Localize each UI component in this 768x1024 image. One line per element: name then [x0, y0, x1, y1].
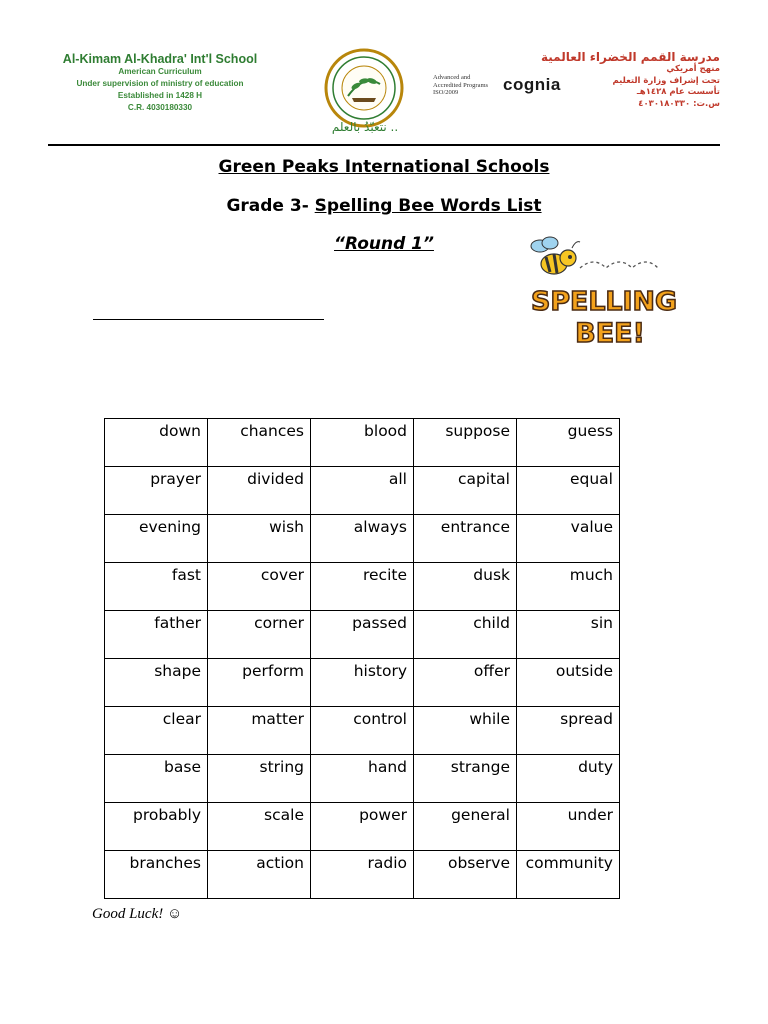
word-cell: corner — [208, 611, 311, 659]
header-line-ar: س.ت: ٤٠٣٠١٨٠٣٣٠ — [638, 98, 720, 109]
cognia-logo: cognia — [503, 75, 561, 94]
word-cell: control — [311, 707, 414, 755]
word-cell: fast — [105, 563, 208, 611]
table-row — [105, 803, 620, 851]
graphic-word-spelling: SPELLING — [531, 287, 677, 317]
word-cell: shape — [105, 659, 208, 707]
list-name: Spelling Bee Words List — [314, 196, 542, 216]
school-header-en — [40, 52, 280, 114]
school-name-ar: مدرسة القمم الخضراء العالمية — [540, 50, 720, 64]
word-cell: prayer — [105, 467, 208, 515]
table-row — [105, 611, 620, 659]
word-cell: recite — [311, 563, 414, 611]
table-row — [105, 851, 620, 899]
word-cell: scale — [208, 803, 311, 851]
spelling-bee-graphic — [524, 234, 684, 350]
word-cell: base — [105, 755, 208, 803]
round-label: “Round 1” — [334, 234, 434, 254]
word-cell: power — [311, 803, 414, 851]
table-row — [105, 467, 620, 515]
word-cell: perform — [208, 659, 311, 707]
header-line-ar: تحت إشراف وزارة التعليم — [612, 75, 720, 86]
word-cell: string — [208, 755, 311, 803]
word-cell: while — [414, 707, 517, 755]
word-cell: equal — [517, 467, 620, 515]
header-divider — [48, 144, 720, 146]
school-motto: نتعبّدُ بالعلم .. — [331, 120, 399, 134]
word-cell: much — [517, 563, 620, 611]
word-cell: passed — [311, 611, 414, 659]
header-line-en: American Curriculum — [118, 67, 202, 76]
table-row — [105, 755, 620, 803]
bee-icon — [531, 237, 580, 274]
word-cell: under — [517, 803, 620, 851]
word-cell: action — [208, 851, 311, 899]
word-cell: down — [105, 419, 208, 467]
word-cell: branches — [105, 851, 208, 899]
word-cell: chances — [208, 419, 311, 467]
word-cell: hand — [311, 755, 414, 803]
word-cell: all — [311, 467, 414, 515]
table-row — [105, 659, 620, 707]
word-cell: community — [517, 851, 620, 899]
header-line-en: Under supervision of ministry of education — [76, 79, 244, 88]
header-line-en: C.R. 4030180330 — [127, 103, 193, 112]
word-cell: history — [311, 659, 414, 707]
word-cell: value — [517, 515, 620, 563]
word-cell: suppose — [414, 419, 517, 467]
school-name-en: Al-Kimam Al-Khadra' Int'l School — [62, 52, 258, 66]
word-cell: spread — [517, 707, 620, 755]
page-subtitle — [0, 196, 768, 216]
word-cell: evening — [105, 515, 208, 563]
word-cell: entrance — [414, 515, 517, 563]
word-cell: cover — [208, 563, 311, 611]
header-line-en: Established in 1428 H — [117, 91, 203, 100]
student-name-line — [93, 319, 324, 320]
closing-message: Good Luck! ☺ — [92, 906, 183, 922]
header-line-ar: تأسست عام ١٤٢٨هـ — [636, 87, 720, 97]
word-cell: probably — [105, 803, 208, 851]
spelling-words-table — [104, 418, 620, 899]
header-line-ar: منهج أمريكي — [666, 64, 720, 74]
word-cell: strange — [414, 755, 517, 803]
word-cell: general — [414, 803, 517, 851]
word-cell: matter — [208, 707, 311, 755]
word-cell: divided — [208, 467, 311, 515]
word-cell: always — [311, 515, 414, 563]
school-header-ar — [520, 50, 720, 110]
word-cell: dusk — [414, 563, 517, 611]
accreditation-text: Advanced and Accredited Programs ISO/2009 — [433, 74, 489, 96]
word-cell: observe — [414, 851, 517, 899]
word-cell: guess — [517, 419, 620, 467]
table-row — [105, 419, 620, 467]
graphic-word-bee: BEE! — [575, 318, 645, 349]
word-cell: clear — [105, 707, 208, 755]
word-cell: sin — [517, 611, 620, 659]
word-cell: offer — [414, 659, 517, 707]
table-row — [105, 515, 620, 563]
word-cell: child — [414, 611, 517, 659]
grade-label: Grade 3- — [226, 196, 315, 216]
word-cell: radio — [311, 851, 414, 899]
word-cell: blood — [311, 419, 414, 467]
table-row — [105, 707, 620, 755]
word-cell: outside — [517, 659, 620, 707]
table-row — [105, 563, 620, 611]
word-cell: wish — [208, 515, 311, 563]
word-cell: duty — [517, 755, 620, 803]
page-title: Green Peaks International Schools — [218, 157, 550, 177]
word-cell: capital — [414, 467, 517, 515]
word-cell: father — [105, 611, 208, 659]
